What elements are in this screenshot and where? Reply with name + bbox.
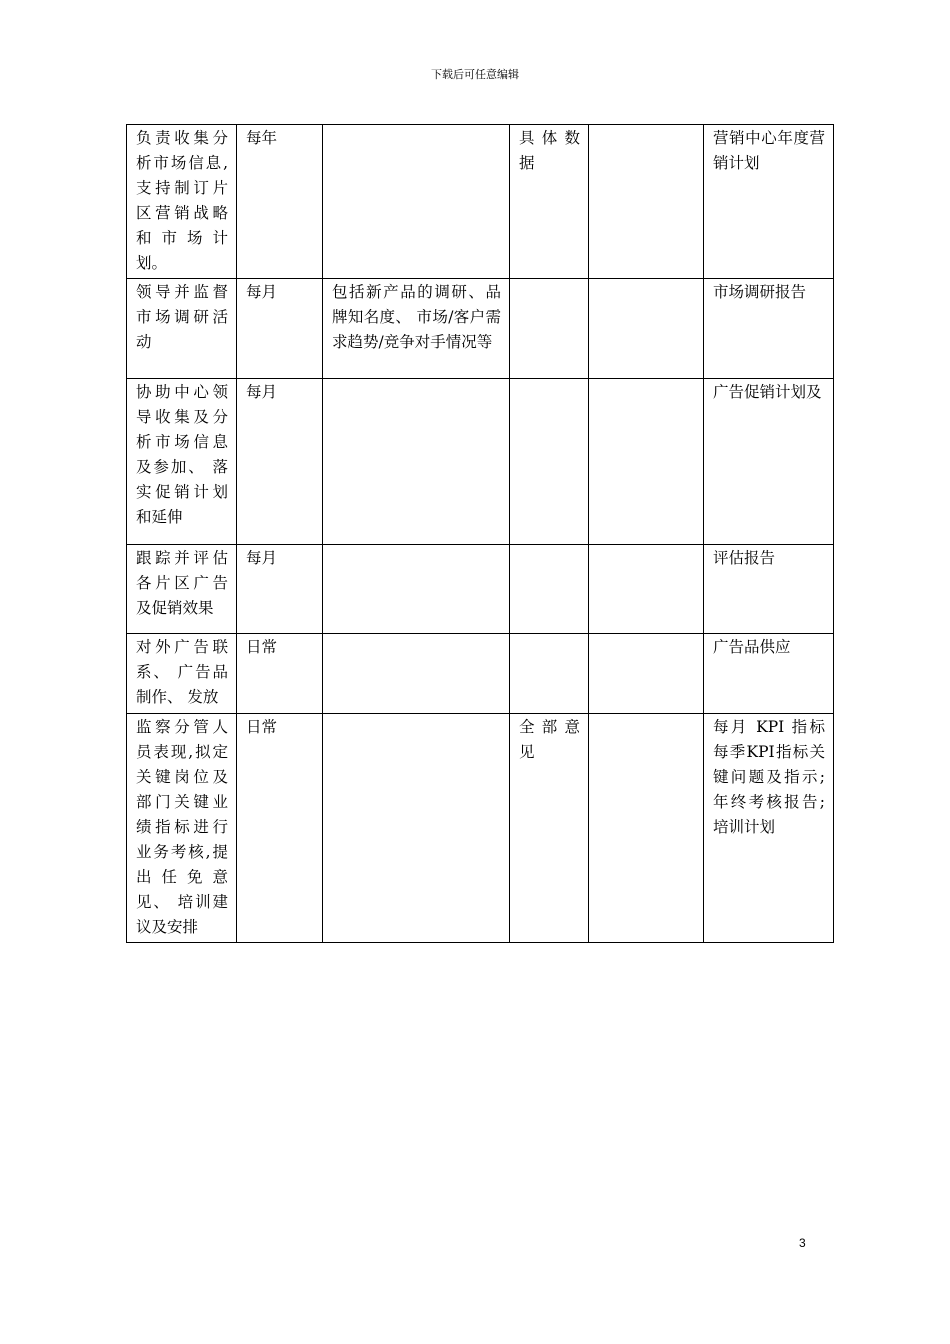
output-cell: 市场调研报告 — [704, 279, 834, 379]
output-cell: 广告促销计划及 — [704, 379, 834, 545]
empty-cell — [589, 379, 704, 545]
duty-cell: 跟踪并评估各片区广告及促销效果 — [127, 545, 237, 634]
empty-cell — [589, 125, 704, 279]
empty-cell — [589, 279, 704, 379]
duty-cell: 协助中心领导收集及分析市场信息及参加、 落实促销计划和延伸 — [127, 379, 237, 545]
basis-cell — [510, 634, 589, 714]
empty-cell — [589, 545, 704, 634]
output-cell: 每月 KPI 指标每季KPI指标关键问题及指示; 年终考核报告; 培训计划 — [704, 714, 834, 943]
frequency-cell: 日常 — [237, 714, 323, 943]
frequency-cell: 每月 — [237, 545, 323, 634]
description-cell — [323, 634, 510, 714]
description-cell — [323, 125, 510, 279]
table-row — [127, 714, 834, 943]
frequency-cell: 每月 — [237, 279, 323, 379]
description-cell — [323, 379, 510, 545]
frequency-cell: 日常 — [237, 634, 323, 714]
table-row — [127, 545, 834, 634]
frequency-cell: 每年 — [237, 125, 323, 279]
basis-cell — [510, 379, 589, 545]
empty-cell — [589, 634, 704, 714]
table-row — [127, 279, 834, 379]
description-cell — [323, 545, 510, 634]
basis-cell — [510, 279, 589, 379]
output-cell: 营销中心年度营销计划 — [704, 125, 834, 279]
page-number: 3 — [799, 1236, 806, 1250]
duties-table — [126, 124, 834, 943]
description-cell — [323, 714, 510, 943]
empty-cell — [589, 714, 704, 943]
duty-cell: 领导并监督市场调研活动 — [127, 279, 237, 379]
table-row — [127, 125, 834, 279]
description-cell: 包括新产品的调研、品牌知名度、 市场/客户需求趋势/竞争对手情况等 — [323, 279, 510, 379]
basis-cell — [510, 545, 589, 634]
page-header: 下载后可任意编辑 — [431, 68, 519, 81]
table-row — [127, 634, 834, 714]
basis-cell: 具体数据 — [510, 125, 589, 279]
frequency-cell: 每月 — [237, 379, 323, 545]
duty-cell: 对外广告联系、 广告品制作、 发放 — [127, 634, 237, 714]
duty-cell: 监察分管人员表现,拟定关键岗位及部门关键业绩指标进行业务考核,提出任免意见、 培训建议及安排 — [127, 714, 237, 943]
basis-cell: 全部意见 — [510, 714, 589, 943]
table-row — [127, 379, 834, 545]
output-cell: 评估报告 — [704, 545, 834, 634]
duty-cell: 负责收集分析市场信息,支持制订片区营销战略和市场计划。 — [127, 125, 237, 279]
output-cell: 广告品供应 — [704, 634, 834, 714]
